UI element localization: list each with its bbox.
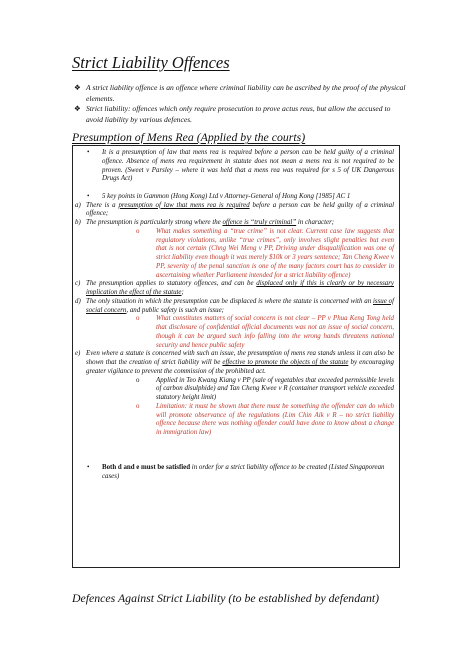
section-heading-defences: Defences Against Strict Liability (to be established by defendant)	[72, 591, 380, 605]
diamond-bullet-icon: ❖	[74, 104, 81, 114]
hollow-bullet-icon: o	[136, 315, 140, 323]
point-c: c) The presumption applies to statutory offences, and can be displaced only if this is clearly or by necessary implication the effect of the statute;	[75, 280, 394, 296]
intro-item: ❖ A strict liability offence is an offence where criminal liability can be ascribed by the proof of the physical elements.	[74, 83, 406, 103]
diamond-bullet-icon: ❖	[74, 83, 81, 92]
section-heading-presumption: Presumption of Mens Rea (Applied by the courts)	[72, 130, 306, 144]
hollow-bullet-icon: o	[136, 376, 140, 384]
bullet-icon: •	[87, 149, 90, 156]
content-box	[72, 149, 400, 482]
note-e-applied: o Applied in Teo Kwang Kiang v PP (sale of vegetables that exceeded permissible levels of carbon disulphide) and Tan Cheng Kwee v R (container transport vehicle exceeded statutory height limit)	[136, 376, 394, 401]
intro-item: ❖ Strict liability: offences which only require prosecution to prove actus reus, but allow the accused to avoid liability by various defences.	[74, 104, 391, 124]
point-e: e) Even where a statute is concerned with such an issue, the presumption of mens rea stands unless it can also be shown that the creation of strict liability will be effective to promote the objects of the statute by encouraging greater vigilance to prevent the commission of the prohibited act.	[75, 350, 394, 375]
point-b: b) The presumption is particularly strong where the offence is “truly criminal” in character;	[75, 219, 335, 226]
bullet-icon: •	[87, 192, 90, 200]
hollow-bullet-icon: o	[136, 402, 140, 410]
hollow-bullet-icon: o	[136, 227, 140, 235]
point-a: a) There is a presumption of law that mens rea is required before a person can be held guilty of a criminal offence;	[75, 201, 394, 218]
point-d: d) The only situation in which the presumption can be displaced is where the statute is concerned with an issue of social concern, and public safety is such an issue;	[75, 297, 394, 314]
intro-list	[74, 83, 406, 125]
bullet-icon: •	[87, 464, 90, 471]
list-item: • 5 key points in Gammon (Hong Kong) Ltd v Attorney-General of Hong Kong [1985] AC 1	[87, 192, 351, 200]
list-item: • It is a presumption of law that mens rea is required before a person can be held guilty of a criminal offence. Absence of mens rea requirement in statute does not mean a mens rea is not required to be proven. (Sweet v Parsley – where it was held that a mens rea was required for s 5 of UK Dangerous Drugs Act)	[87, 149, 394, 183]
note-d: o What constitutes matters of social concern is not clear – PP v Phua Keng Tong held that disclosure of confidential official documents was not an issue of social concern, though it can be argued such info falling into the wrong hands threatens national security and hence public safety	[136, 315, 394, 349]
note-b: o What makes something a “true crime” is not clear. Current case law suggests that regulatory violations, unlike “true crimes”, only involves slight penalties but even that is not certain (Chng Wei Meng v PP, Driving under disqualification was one of strict liability even though it was merely $10k or 3 years sentence; Tan Cheng Kwee v PP, severity of the penal sanction is one of the many factors court has to consider in ascertaining whether Parliament intended for a strict liability offence)	[136, 227, 394, 279]
note-e-limitation: o Limitation: it must be shown that there must be something the offender can do which will promote observance of the regulations (Lim Chin Aik v R – no strict liability offence because there was nothing offender could have done to know about a change in immigration law)	[136, 402, 394, 436]
final-point: • Both d and e must be satisfied in order for a strict liability offence to be created (Listed Singaporean cases)	[87, 464, 385, 480]
page-title: Strict Liability Offences	[72, 53, 230, 72]
